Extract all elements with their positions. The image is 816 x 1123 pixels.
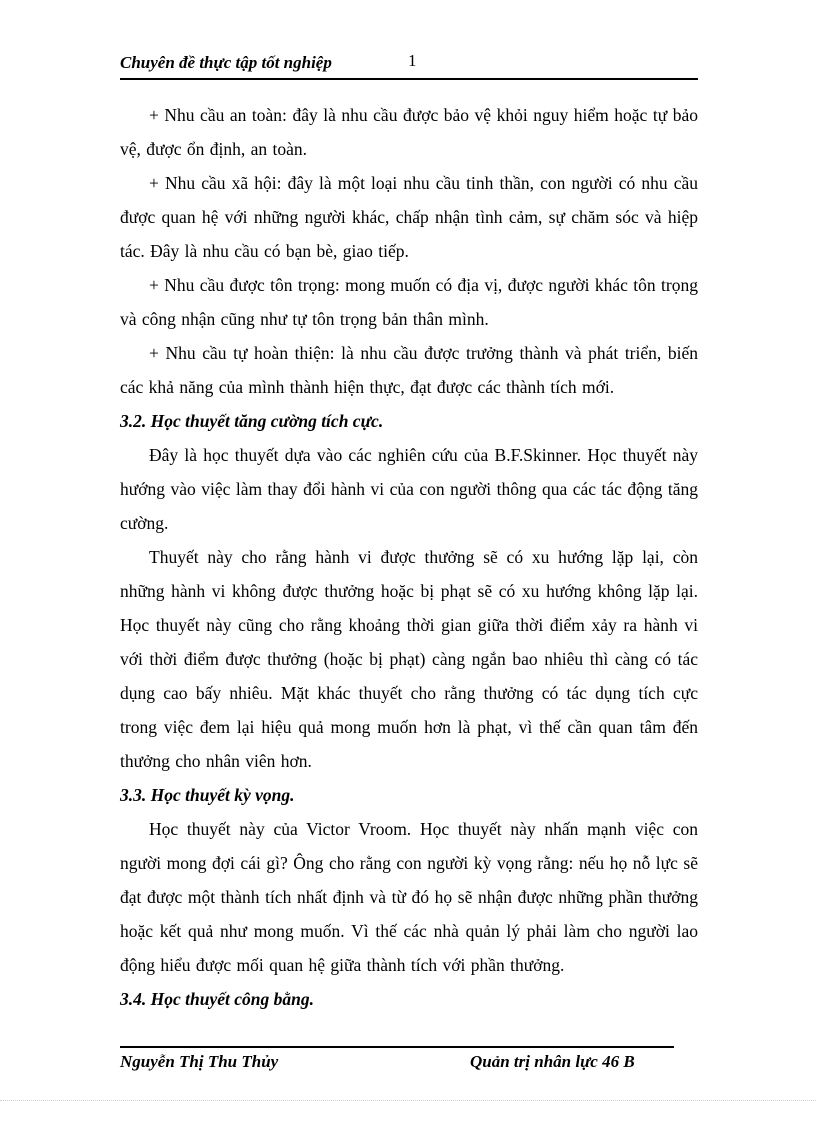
section-heading-3-2: 3.2. Học thuyết tăng cường tích cực. [120, 411, 384, 431]
page-number: 1 [408, 51, 417, 70]
footer-divider [120, 1046, 674, 1048]
footer-class: Quản trị nhân lực 46 B [470, 1052, 635, 1071]
paragraph-reinforcement-intro: Đây là học thuyết dựa vào các nghiên cứu của B.F.Skinner. Học thuyết này hướng vào việc làm thay đổi hành vi của con người thông qua các tác động tăng cường. [120, 445, 698, 533]
document-body [120, 98, 698, 1016]
paragraph-expectancy-theory: Học thuyết này của Victor Vroom. Học thuyết này nhấn mạnh việc con người mong đợi cái gì? Ông cho rằng con người kỳ vọng rằng: nếu họ nỗ lực sẽ đạt được một thành tích nhất định và từ đó họ sẽ nhận được những phần thưởng hoặc kết quả như mong muốn. Vì thế các nhà quản lý phải làm cho người lao động hiểu được mối quan hệ giữa thành tích với phần thưởng. [120, 819, 698, 975]
paragraph-social-needs: + Nhu cầu xã hội: đây là một loại nhu cầu tinh thần, con người có nhu cầu được quan hệ với những người khác, chấp nhận tình cảm, sự chăm sóc và hiệp tác. Đây là nhu cầu có bạn bè, giao tiếp. [120, 173, 698, 261]
page-header [120, 50, 698, 80]
paragraph-safety-needs: + Nhu cầu an toàn: đây là nhu cầu được bảo vệ khỏi nguy hiểm hoặc tự bảo vệ, được ổn định, an toàn. [120, 105, 698, 159]
section-heading-3-3: 3.3. Học thuyết kỳ vọng. [120, 785, 295, 805]
paragraph-reinforcement-detail: Thuyết này cho rằng hành vi được thưởng sẽ có xu hướng lặp lại, còn những hành vi không được thưởng hoặc bị phạt sẽ có xu hướng không lặp lại. Học thuyết này cũng cho rằng khoảng thời gian giữa thời điểm xảy ra hành vi với thời điểm được thưởng (hoặc bị phạt) càng ngắn bao nhiêu thì càng có tác dụng cao bấy nhiêu. Mặt khác thuyết cho rằng thưởng có tác dụng tích cực trong việc đem lại hiệu quả mong muốn hơn là phạt, vì thế cần quan tâm đến thưởng cho nhân viên hơn. [120, 547, 698, 771]
section-heading-3-4: 3.4. Học thuyết công bằng. [120, 989, 314, 1009]
page-bottom-border [0, 1100, 816, 1101]
footer-author: Nguyễn Thị Thu Thủy [120, 1052, 279, 1071]
header-title: Chuyên đề thực tập tốt nghiệp [120, 53, 332, 72]
paragraph-self-actualization: + Nhu cầu tự hoàn thiện: là nhu cầu được trưởng thành và phát triển, biến các khả năng của mình thành hiện thực, đạt được các thành tích mới. [120, 343, 698, 397]
paragraph-esteem-needs: + Nhu cầu được tôn trọng: mong muốn có địa vị, được người khác tôn trọng và công nhận cũng như tự tôn trọng bản thân mình. [120, 275, 698, 329]
